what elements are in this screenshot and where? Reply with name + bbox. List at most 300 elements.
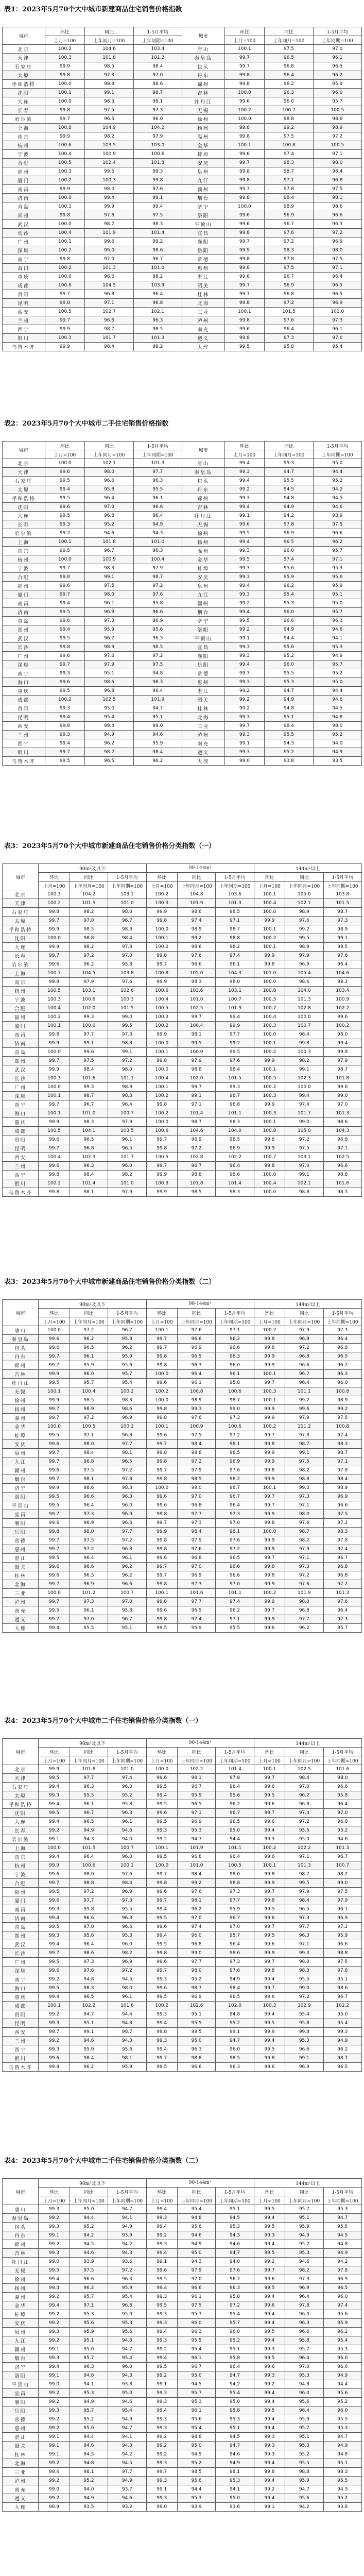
index-value: 97.6 [216,1057,254,1065]
col-subheader: 上年同期=100 [133,450,182,459]
index-value: 99.4 [254,2459,285,2468]
index-value: 93.8 [265,757,313,766]
col-subheader: 上年同期=100 [108,2196,146,2205]
index-value: 99.6 [254,1993,285,2002]
index-value: 104.6 [177,1127,215,1136]
index-value: 99.5 [216,1048,254,1057]
index-value: 96.8 [85,290,133,299]
index-value: 94.1 [313,634,361,643]
index-value: 96.0 [323,1379,361,1387]
index-value: 97.9 [285,1545,323,1554]
index-value: 96.9 [285,2063,323,2072]
index-value: 103.1 [108,890,146,899]
index-value: 97.0 [323,1100,361,1109]
index-value: 97.8 [265,520,313,529]
index-value: 98.6 [323,1118,361,1127]
index-value: 100.3 [39,995,70,1004]
city-name: 平顶山 [3,2380,39,2389]
index-value: 96.2 [70,960,108,969]
col-header: 同比 [177,2188,215,2196]
city-name: 三亚 [3,1589,39,1598]
index-value: 99.5 [45,608,85,617]
index-value: 97.6 [108,1870,146,1879]
table-row [3,899,362,908]
table-row [3,2010,362,2019]
index-value: 99.8 [224,124,265,132]
index-value: 99.7 [39,1545,70,1554]
index-value: 98.7 [285,1528,323,1536]
index-value: 96.5 [70,1993,108,2002]
index-value: 100.8 [254,1127,285,1136]
index-value: 96.4 [216,2363,254,2371]
index-value: 96.8 [108,1545,146,1554]
table-row [3,1065,362,1074]
index-value: 94.8 [108,2019,146,2028]
table-row [3,2494,362,2503]
index-value: 97.1 [285,1940,323,1949]
index-value: 99.3 [146,2319,177,2328]
index-value: 94.4 [313,468,361,477]
index-value: 99.5 [146,2275,177,2284]
index-value: 99.7 [45,564,85,573]
index-value: 94.5 [313,704,361,713]
index-value: 96.9 [323,1914,361,1923]
index-value: 99.6 [39,1571,70,1580]
index-value: 97.4 [285,1100,323,1109]
index-value: 97.8 [285,1431,323,1440]
city-name: 乌鲁木齐 [3,1188,39,1197]
index-value: 102.2 [285,1844,323,1853]
index-value: 99.4 [224,582,265,590]
index-value: 99.6 [146,1923,177,1931]
index-value: 99.5 [146,2063,177,2072]
index-value: 104.3 [323,1127,361,1136]
index-value: 98.0 [108,1065,146,1074]
index-value: 97.0 [216,1923,254,1931]
city-name: 呼和浩特 [3,1800,39,1809]
index-value: 100.0 [45,194,85,202]
table-row [3,316,362,325]
index-value: 99.4 [254,2240,285,2249]
index-value: 99.7 [224,290,265,299]
index-value: 95.5 [285,1975,323,1984]
index-value: 99.0 [285,1984,323,1993]
index-value: 96.4 [70,1554,108,1563]
index-value: 104.5 [85,281,133,290]
index-value: 95.2 [285,2450,323,2459]
city-name: 金华 [182,141,224,150]
index-value: 99.5 [146,2301,177,2310]
index-value: 104.0 [216,1127,254,1136]
index-value: 98.5 [70,925,108,934]
index-value: 99.7 [146,1967,177,1975]
col-subheader: 上月=100 [254,882,285,890]
index-value: 99.7 [146,1440,177,1449]
index-value: 99.7 [254,1984,285,1993]
index-value: 93.5 [70,2503,108,2512]
index-value: 98.7 [216,925,254,934]
table-row [3,2037,362,2045]
index-value: 98.3 [323,1440,361,1449]
col-subheader: 上年同月=100 [70,1756,108,1765]
index-value: 99.7 [39,952,70,960]
index-value: 99.9 [254,1414,285,1422]
index-value: 95.9 [85,625,133,634]
index-value: 99.3 [146,2336,177,2345]
index-value: 99.1 [323,934,361,943]
col-header: 环比 [39,1748,70,1756]
index-value: 99.7 [254,1501,285,1510]
index-value: 97.2 [285,1571,323,1580]
city-name: 洛阳 [182,211,224,220]
index-value: 100.2 [39,1179,70,1188]
index-value: 95.0 [216,2398,254,2406]
index-value: 98.1 [108,1449,146,1458]
city-name: 岳阳 [3,1528,39,1536]
index-value: 99.8 [146,1536,177,1545]
index-value: 98.2 [70,908,108,917]
index-value: 95.0 [108,2310,146,2319]
table-row [3,2424,362,2433]
index-value: 97.2 [285,1993,323,2002]
index-value: 100.0 [146,1861,177,1870]
index-value: 99.5 [39,1606,70,1615]
index-value: 100.1 [254,1065,285,1074]
index-value: 102.0 [177,1074,215,1083]
index-value: 98.2 [285,1057,323,1065]
index-value: 97.3 [177,1580,215,1589]
index-value: 100.0 [39,934,70,943]
index-value: 96.7 [85,634,133,643]
index-value: 100.2 [254,934,285,943]
city-name: 北京 [3,459,45,468]
index-value: 101.7 [108,1153,146,1162]
city-name: 沈阳 [3,934,39,943]
index-value: 98.7 [323,1065,361,1074]
city-name: 三亚 [182,722,224,731]
city-name: 赣州 [3,2345,39,2354]
index-value: 99.2 [146,2345,177,2354]
index-value: 97.7 [70,1774,108,1783]
table-body [3,459,362,766]
city-name: 大理 [182,343,224,351]
city-name: 青岛 [3,617,45,625]
table-row [3,617,362,625]
index-value: 95.5 [70,1624,108,1633]
city-name: 唐山 [3,1326,39,1335]
index-value: 99.8 [45,643,85,652]
col-header: 1-5月平均 [108,2188,146,2196]
index-value: 99.5 [254,1931,285,1940]
index-value: 102.3 [70,1153,108,1162]
city-name: 吉林 [182,89,224,97]
table-row [3,1361,362,1370]
index-value: 100.1 [45,202,85,211]
index-value: 97.3 [70,1958,108,1967]
index-value: 96.5 [177,1606,215,1615]
city-name: 重庆 [3,1993,39,2002]
index-value: 96.4 [265,71,313,80]
index-value: 98.4 [177,1528,215,1536]
index-value: 96.3 [70,1162,108,1171]
index-value: 95.2 [265,652,313,660]
table-row [3,281,362,290]
index-value: 96.4 [108,1100,146,1109]
table-row [3,2477,362,2485]
index-value: 95.8 [85,485,133,494]
index-value: 93.6 [108,2258,146,2266]
index-value: 94.8 [108,2336,146,2345]
index-value: 99.3 [224,564,265,573]
index-value: 98.8 [177,1171,215,1179]
col-header: 1-5月平均 [133,442,182,450]
index-value: 95.7 [70,2354,108,2363]
city-name: 深圳 [3,1092,39,1100]
index-value: 101.3 [85,264,133,273]
table-row [3,246,362,255]
index-value: 94.9 [216,2459,254,2468]
city-name: 南宁 [3,1975,39,1984]
index-value: 99.4 [254,2310,285,2319]
index-value: 94.9 [85,731,133,739]
index-value: 98.3 [216,1188,254,1197]
table-row [3,1127,362,1136]
index-value: 102.9 [285,2002,323,2010]
city-name: 银川 [3,1179,39,1188]
index-value: 95.0 [177,2249,215,2258]
index-value: 98.4 [285,1896,323,1905]
index-value: 98.3 [285,1967,323,1975]
table-row [3,952,362,960]
index-value: 96.6 [70,2275,108,2284]
index-value: 97.2 [70,1326,108,1335]
index-value: 95.1 [70,2019,108,2028]
index-value: 97.3 [216,1958,254,1967]
index-value: 100.0 [224,89,265,97]
table-row [3,1905,362,1914]
index-value: 99.2 [254,2380,285,2389]
city-name: 济宁 [3,1484,39,1493]
table-row [3,2354,362,2363]
index-value: 99.3 [224,731,265,739]
table-row [3,2284,362,2293]
col-header: 1-5月平均 [323,873,361,882]
index-value: 99.5 [39,1809,70,1818]
index-value: 95.3 [323,2424,361,2433]
index-value: 99.8 [39,908,70,917]
index-value: 99.4 [254,1826,285,1835]
index-value: 104.2 [70,890,108,899]
index-value: 98.9 [323,1396,361,1405]
index-value: 94.1 [108,2214,146,2223]
table-row [3,1571,362,1580]
index-value: 95.5 [265,477,313,485]
index-value: 95.5 [265,731,313,739]
index-value: 99.6 [146,1774,177,1783]
index-value: 97.8 [323,1967,361,1975]
data-table [2,1738,362,2072]
city-name: 西安 [3,2028,39,2037]
city-name: 南京 [3,132,45,141]
col-header: 1-5月平均 [313,27,361,36]
city-name: 丹东 [3,1352,39,1361]
index-value: 99.6 [39,1344,70,1352]
index-value: 95.6 [323,2389,361,2398]
index-value: 96.6 [177,2284,215,2293]
city-name: 烟台 [182,608,224,617]
index-value: 94.7 [216,2037,254,2045]
index-value: 98.6 [108,1405,146,1414]
index-value: 95.9 [108,2063,146,2072]
index-value: 99.6 [45,582,85,590]
data-table [2,863,362,1197]
city-name: 乌鲁木齐 [3,2063,39,2072]
city-name: 西宁 [3,2045,39,2054]
index-value: 96.6 [323,1783,361,1791]
index-value: 95.8 [216,2354,254,2363]
index-value: 99.4 [224,459,265,468]
index-value: 99.6 [285,1405,323,1414]
index-value: 96.6 [216,1344,254,1352]
index-value: 94.8 [323,2450,361,2459]
index-value: 97.0 [313,334,361,343]
index-value: 96.7 [133,255,182,264]
index-value: 97.1 [216,1326,254,1335]
index-value: 101.6 [177,1589,215,1598]
col-header: 1-5月平均 [323,2188,361,2196]
index-value: 99.7 [254,1958,285,1967]
table-row [3,687,362,696]
index-value: 99.7 [177,1083,215,1092]
index-value: 98.9 [70,1405,108,1414]
index-value: 101.0 [133,538,182,547]
index-value: 97.6 [177,1326,215,1335]
index-value: 95.8 [285,2336,323,2345]
index-value: 99.3 [146,2293,177,2301]
index-value: 98.1 [108,2054,146,2063]
city-name: 大连 [3,1818,39,1826]
index-value: 101.3 [216,899,254,908]
index-value: 97.0 [108,952,146,960]
index-value: 100.3 [39,1074,70,1083]
index-value: 98.4 [108,934,146,943]
index-value: 99.5 [45,634,85,643]
city-name: 丹东 [182,485,224,494]
index-value: 96.0 [285,2389,323,2398]
index-value: 96.1 [323,1905,361,1914]
table-title: 表4：2023年5月70个大中城市二手住宅销售价格分类指数（二） [4,2157,202,2165]
index-value: 99.6 [39,1563,70,1571]
index-value: 100.3 [45,334,85,343]
table-row [3,202,362,211]
index-value: 100.2 [323,1022,361,1030]
index-value: 99.6 [224,325,265,334]
index-value: 104.9 [85,124,133,132]
index-value: 100.3 [254,1387,285,1396]
city-name: 洛阳 [3,1493,39,1501]
index-value: 95.3 [70,2310,108,2319]
table-row [3,1826,362,1835]
index-value: 99.5 [146,1940,177,1949]
index-value: 100.1 [254,1861,285,1870]
index-value: 99.4 [39,1853,70,1861]
index-value: 97.7 [177,1598,215,1606]
index-value: 98.9 [108,1083,146,1092]
col-subheader: 上年同月=100 [85,36,133,45]
col-header-city: 城市 [3,1300,39,1326]
city-name: 厦门 [3,1896,39,1905]
index-value: 97.3 [70,1598,108,1606]
index-value: 99.1 [108,1048,146,1057]
table-body [3,1326,362,1633]
city-name: 桂林 [3,2450,39,2459]
index-value: 99.2 [265,124,313,132]
index-value: 99.1 [39,2442,70,2450]
index-value: 99.1 [39,1835,70,1844]
index-value: 99.0 [39,2258,70,2266]
table-row [3,229,362,238]
index-value: 101.0 [313,308,361,316]
city-name: 北京 [3,890,39,899]
index-value: 96.8 [216,1100,254,1109]
index-value: 104.8 [177,890,215,899]
index-value: 98.2 [133,343,182,351]
data-table [2,27,362,351]
index-value: 96.3 [216,2063,254,2072]
index-value: 99.5 [108,1022,146,1030]
index-value: 96.9 [108,1414,146,1422]
col-header-city: 城市 [3,27,45,45]
index-value: 96.5 [313,281,361,290]
index-value: 98.1 [133,97,182,106]
index-value: 96.8 [177,1940,215,1949]
index-value: 99.5 [39,1984,70,1993]
index-value: 99.8 [146,1057,177,1065]
city-name: 成都 [3,2002,39,2010]
index-value: 94.6 [70,2442,108,2450]
table-body [3,890,362,1197]
index-value: 99.5 [45,477,85,485]
index-value: 96.3 [108,2275,146,2284]
index-value: 97.4 [177,917,215,925]
index-value: 96.6 [323,2363,361,2371]
index-value: 95.0 [177,2037,215,2045]
col-header: 同比 [177,873,215,882]
index-value: 95.0 [216,1826,254,1835]
index-value: 104.6 [323,969,361,978]
index-value: 99.7 [39,1949,70,1958]
col-header: 同比 [70,1748,108,1756]
index-value: 96.3 [133,547,182,555]
city-name: 贵阳 [3,1136,39,1144]
index-value: 97.2 [323,1923,361,1931]
col-header: 环比 [39,2188,70,2196]
index-value: 96.3 [285,1931,323,1940]
index-value: 99.7 [254,1493,285,1501]
col-header: 同比 [265,27,313,36]
index-value: 99.2 [224,625,265,634]
index-value: 105.0 [285,890,323,899]
index-value: 96.9 [177,1571,215,1580]
index-value: 99.3 [224,547,265,555]
city-name: 遵义 [182,748,224,757]
index-value: 101.8 [70,1765,108,1774]
index-value: 95.9 [108,2284,146,2293]
index-value: 97.8 [323,1536,361,1545]
table-row [3,1057,362,1065]
index-value: 94.7 [177,1835,215,1844]
index-value: 95.3 [177,2398,215,2406]
